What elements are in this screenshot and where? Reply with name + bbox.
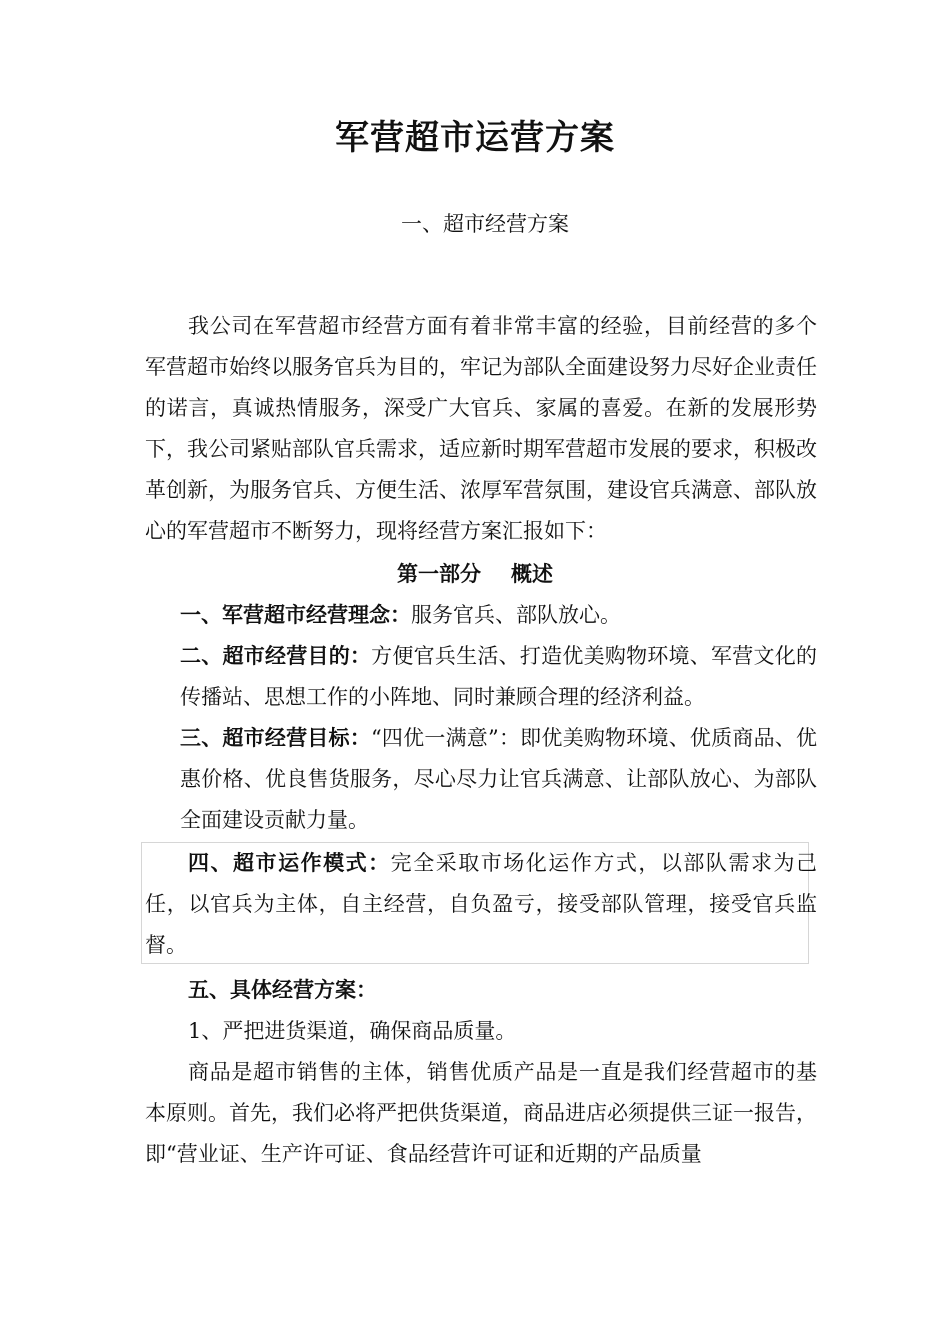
part-number: 第一部分 <box>397 561 481 586</box>
intro-block <box>145 306 817 552</box>
item-5 <box>145 969 817 1011</box>
item-1-paragraph <box>180 594 817 636</box>
item-4-text: 完全采取市场化运作方式，以部队需求为己任，以官兵为主体，自主经营，自负盈亏，接受部队管理，接受官兵监督。 <box>145 851 818 957</box>
subitem-1 <box>145 1011 817 1052</box>
item-4-paragraph <box>145 842 817 966</box>
item-3-paragraph <box>180 717 817 841</box>
item-3 <box>145 717 817 841</box>
item-2 <box>145 635 817 718</box>
item-1-text: 服务官兵、部队放心。 <box>411 603 621 627</box>
item-5-paragraph <box>145 969 817 1011</box>
intro-paragraph: 我公司在军营超市经营方面有着非常丰富的经验，目前经营的多个军营超市始终以服务官兵为目的，牢记为部队全面建设努力尽好企业责任的诺言，真诚热情服务，深受广大官兵、家属的喜爱。在新的发展形势下，我公司紧贴部队官兵需求，适应新时期军营超市发展的要求，积极改革创新，为服务官兵、方便生活、浓厚军营氛围，建设官兵满意、部队放心的军营超市不断努力，现将经营方案汇报如下： <box>145 314 817 543</box>
subitem-1-paragraph: 1、严把进货渠道，确保商品质量。 <box>188 1019 517 1043</box>
part-heading <box>0 556 950 592</box>
goods-paragraph: 商品是超市销售的主体，销售优质产品是一直是我们经营超市的基本原则。首先，我们必将严把供货渠道，商品进店必须提供三证一报告，即“营业证、生产许可证、食品经营许可证和近期的产品质量 <box>145 1060 817 1166</box>
part-name: 概述 <box>511 561 553 586</box>
section-heading: 一、超市经营方案 <box>401 212 569 236</box>
item-2-label: 二、超市经营目的： <box>180 643 372 668</box>
item-3-text: “四优一满意”：即优美购物环境、优质商品、优惠价格、优良售货服务，尽心尽力让官兵满意、让部队放心、为部队全面建设贡献力量。 <box>180 726 817 832</box>
goods-block <box>145 1052 817 1175</box>
item-5-label: 五、具体经营方案： <box>188 977 377 1002</box>
item-2-text: 方便官兵生活、打造优美购物环境、军营文化的传播站、思想工作的小阵地、同时兼顾合理的经济利益。 <box>180 644 817 709</box>
item-1 <box>145 594 817 636</box>
item-3-label: 三、超市经营目标： <box>180 725 371 750</box>
item-4-label: 四、超市运作模式： <box>188 850 391 875</box>
document-title: 军营超市运营方案 <box>335 118 615 158</box>
item-2-paragraph <box>180 635 817 718</box>
item-1-label: 一、军营超市经营理念： <box>180 602 411 627</box>
item-4 <box>145 842 817 966</box>
